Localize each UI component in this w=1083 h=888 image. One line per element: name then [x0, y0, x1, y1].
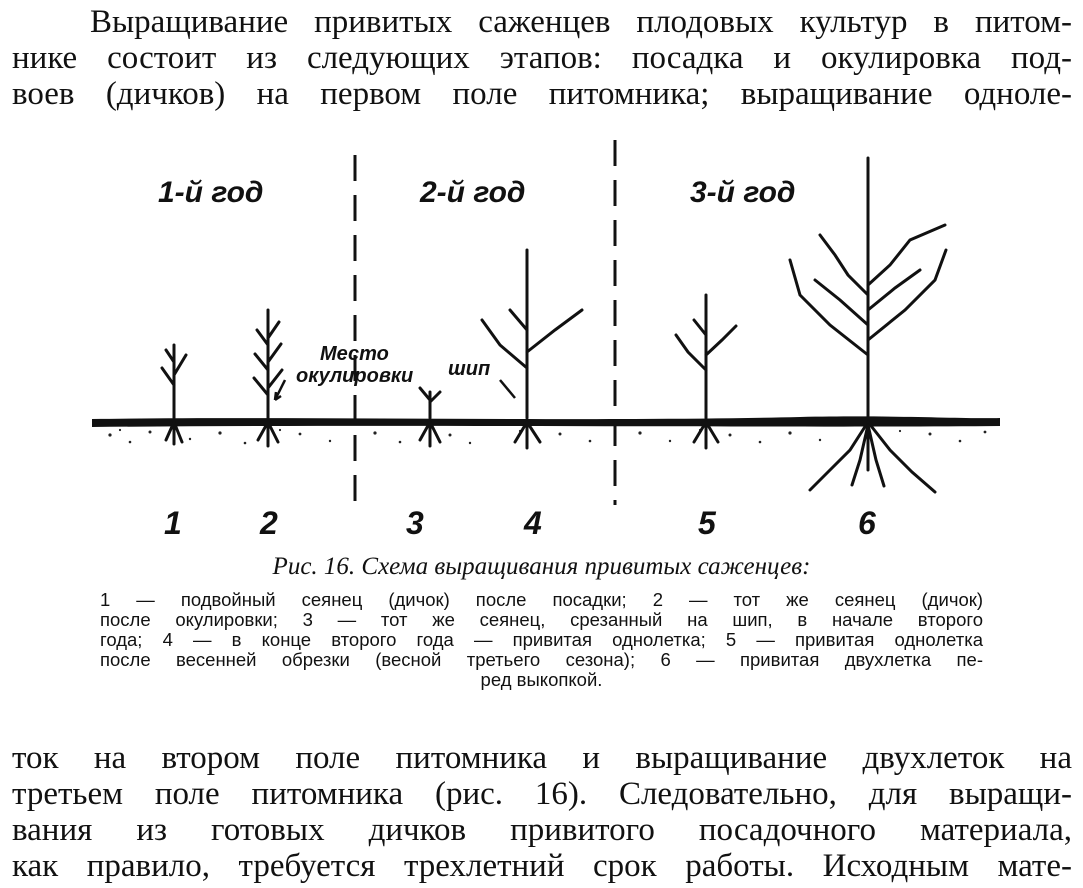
plant-4-grafted-one-year [482, 250, 582, 448]
intro-paragraph [12, 4, 1072, 112]
text-line: как правило, требуется трехлетний срок работы. Исходным мате- [12, 848, 1072, 884]
year-label-3: 3-й год [690, 176, 796, 209]
spike-label: шип [448, 358, 491, 380]
year-label-1: 1-й год [158, 176, 264, 209]
figure-caption-body [100, 590, 983, 690]
plant-number-6: 6 [858, 505, 876, 541]
spike-arrow [500, 380, 515, 398]
year-label-2: 2-й год [420, 176, 526, 209]
plant-number-5: 5 [698, 505, 716, 541]
caption-line: ред выкопкой. [480, 669, 603, 690]
budding-site-label-line2: окулировки [296, 365, 414, 387]
plant-number-2: 2 [260, 505, 278, 541]
plant-number-3: 3 [406, 505, 424, 541]
plant-3-cut-seedling [420, 388, 440, 446]
caption-line: после окулировки; 3 — тот же сеянец, срезанный на шип, в начале второго [100, 609, 983, 630]
caption-line: года; 4 — в конце второго года — привитая однолетка; 5 — привитая однолетка [100, 629, 983, 650]
figure-illustration [0, 130, 1083, 550]
plant-number-4: 4 [524, 505, 542, 541]
budding-site-label-line1: Место [320, 343, 389, 365]
text-line: вания из готовых дичков привитого посадочного материала, [12, 812, 1072, 848]
text-line: ток на втором поле питомника и выращивание двухлеток на [12, 740, 1072, 776]
text-line: нике состоит из следующих этапов: посадка и окулировка под- [12, 40, 1072, 76]
text-line: третьем поле питомника (рис. 16). Следовательно, для выращи- [12, 776, 1072, 812]
caption-line: после весенней обрезки (весной третьего сезона); 6 — привитая двухлетка пе- [100, 649, 983, 670]
plant-6-grafted-two-year [790, 158, 946, 492]
seedling-scheme-figure [0, 130, 1083, 550]
figure-caption-title: Рис. 16. Схема выращивания привитых саженцев: [272, 553, 811, 580]
plant-number-1: 1 [164, 505, 182, 541]
caption-line: 1 — подвойный сеянец (дичок) после посадки; 2 — тот же сеянец (дичок) [100, 589, 983, 610]
text-line: Выращивание привитых саженцев плодовых культур в питом- [90, 4, 1072, 40]
text-line: воев (дичков) на первом поле питомника; выращивание одноле- [12, 76, 1072, 112]
continuation-paragraph [12, 740, 1072, 884]
plant-1-seedling [162, 345, 186, 444]
